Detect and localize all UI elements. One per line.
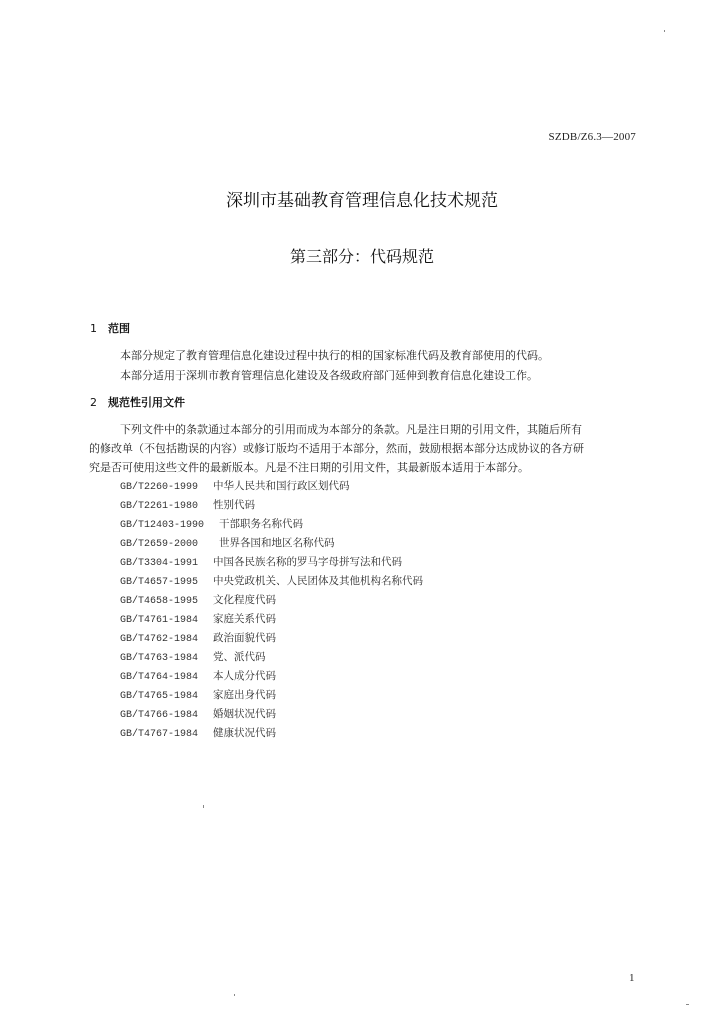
section-1-number: 1: [90, 322, 97, 335]
document-code: SZDB/Z6.3—2007: [548, 131, 636, 143]
reference-code: GB/T3304-1991: [120, 558, 199, 569]
reference-name: 中国各民族名称的罗马字母拼写法和代码: [213, 556, 402, 568]
reference-item: [120, 687, 276, 702]
reference-name: 健康状况代码: [213, 727, 276, 739]
reference-code: GB/T4767-1984: [120, 729, 199, 740]
reference-item: [120, 630, 276, 645]
scan-speck: [664, 30, 665, 32]
reference-code: GB/T4764-1984: [120, 672, 199, 683]
reference-item: [120, 725, 276, 740]
reference-name: 家庭出身代码: [213, 689, 276, 701]
reference-code: GB/T12403-1990: [120, 520, 205, 531]
reference-code: GB/T2261-1980: [120, 501, 199, 512]
reference-item: [120, 516, 303, 531]
scan-speck: [686, 1004, 689, 1005]
document-title: 深圳市基础教育管理信息化技术规范: [226, 191, 498, 211]
scan-speck: [203, 805, 204, 808]
page-number: 1: [629, 972, 635, 984]
reference-name: 中央党政机关、人民团体及其他机构名称代码: [213, 575, 423, 587]
section-1-paragraph-1: 本部分规定了教育管理信息化建设过程中执行的相的国家标准代码及教育部使用的代码。: [120, 349, 549, 362]
reference-code: GB/T4766-1984: [120, 710, 199, 721]
section-2-title: 规范性引用文件: [108, 396, 185, 409]
section-2-heading: [90, 394, 185, 410]
reference-item: [120, 706, 276, 721]
reference-code: GB/T4761-1984: [120, 615, 199, 626]
reference-item: [120, 611, 276, 626]
reference-name: 本人成分代码: [213, 670, 276, 682]
reference-code: GB/T4763-1984: [120, 653, 199, 664]
reference-item: [120, 497, 255, 512]
reference-item: [120, 573, 423, 588]
reference-code: GB/T4765-1984: [120, 691, 199, 702]
reference-item: [120, 554, 402, 569]
reference-item: [120, 592, 276, 607]
section-2-number: 2: [90, 396, 97, 409]
section-2-intro-line-1: 下列文件中的条款通过本部分的引用而成为本部分的条款。凡是注日期的引用文件，其随后所有: [120, 423, 582, 436]
reference-code: GB/T4762-1984: [120, 634, 199, 645]
reference-name: 世界各国和地区名称代码: [219, 537, 335, 549]
reference-name: 政治面貌代码: [213, 632, 276, 644]
reference-item: [120, 535, 335, 550]
reference-item: [120, 478, 350, 493]
section-2-intro-line-2: 的修改单（不包括勘误的内容）或修订版均不适用于本部分，然而，鼓励根据本部分达成协议的各方研: [89, 442, 584, 455]
reference-name: 党、派代码: [213, 651, 266, 663]
section-2-intro-line-3: 究是否可使用这些文件的最新版本。凡是不注日期的引用文件，其最新版本适用于本部分。: [89, 461, 529, 474]
document-subtitle: 第三部分：代码规范: [289, 247, 434, 266]
scan-speck: [234, 994, 235, 996]
reference-item: [120, 649, 266, 664]
reference-name: 文化程度代码: [213, 594, 276, 606]
section-1-title: 范围: [108, 322, 130, 335]
section-1-paragraph-2: 本部分适用于深圳市教育管理信息化建设及各级政府部门延伸到教育信息化建设工作。: [120, 369, 538, 382]
reference-code: GB/T2659-2000: [120, 539, 199, 550]
reference-name: 家庭关系代码: [213, 613, 276, 625]
reference-code: GB/T4658-1995: [120, 596, 199, 607]
reference-name: 婚姻状况代码: [213, 708, 276, 720]
reference-name: 干部职务名称代码: [219, 518, 303, 530]
reference-code: GB/T4657-1995: [120, 577, 199, 588]
reference-code: GB/T2260-1999: [120, 482, 199, 493]
reference-name: 性别代码: [213, 499, 255, 511]
section-1-heading: [90, 320, 130, 336]
reference-name: 中华人民共和国行政区划代码: [213, 480, 350, 492]
reference-item: [120, 668, 276, 683]
